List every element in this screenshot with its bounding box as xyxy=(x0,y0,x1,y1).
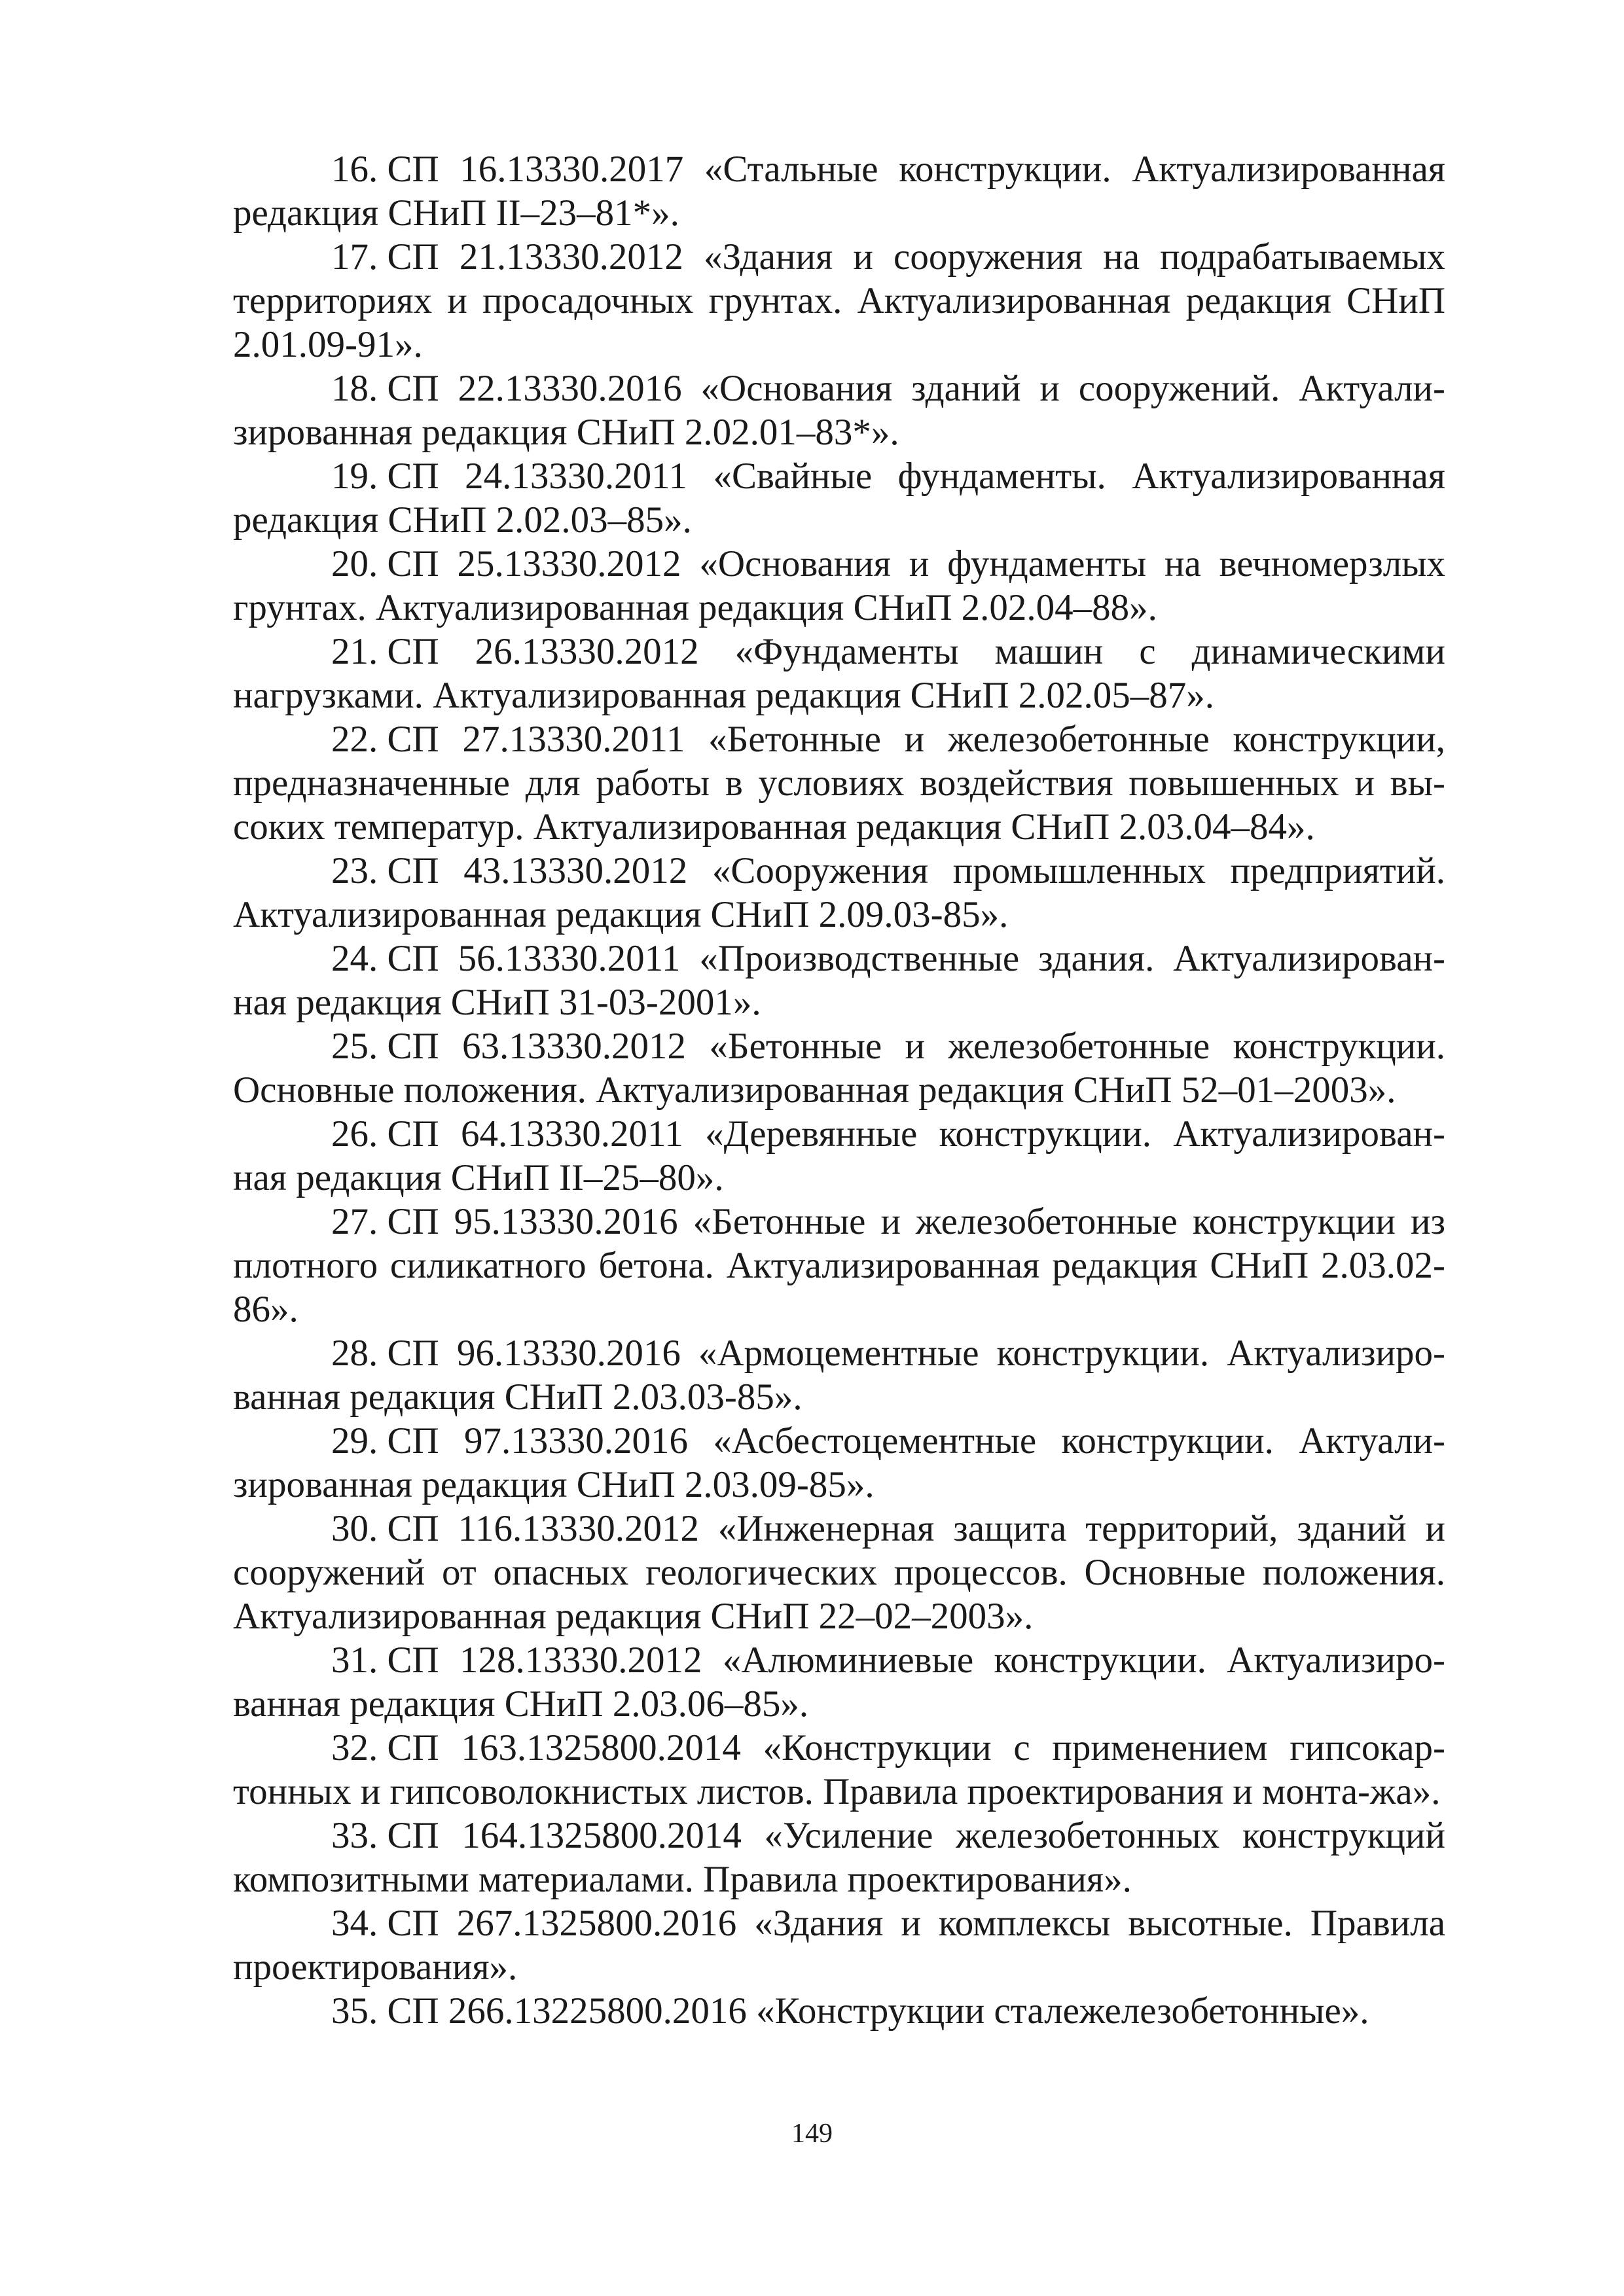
reference-number: 35. xyxy=(331,1990,378,2032)
reference-item xyxy=(233,1989,1445,2033)
reference-text: СП 95.13330.2016 «Бетонные и железобетонные конструкции из плотного силикатного бетона. Актуализированная редакция СНиП 2.03.02-86». xyxy=(233,1201,1445,1330)
reference-text: СП 63.13330.2012 «Бетонные и железобетонные конструкции. Основные положения. Актуализированная редакция СНиП 52–01–2003». xyxy=(233,1026,1445,1111)
reference-number: 32. xyxy=(331,1727,378,1768)
reference-text: СП 56.13330.2011 «Производственные здания. Актуализирован-ная редакция СНиП 31-03-2001». xyxy=(233,938,1445,1023)
reference-number: 28. xyxy=(331,1333,378,1374)
reference-item xyxy=(233,717,1445,849)
reference-item xyxy=(233,1419,1445,1507)
reference-item xyxy=(233,454,1445,542)
reference-text: СП 164.1325800.2014 «Усиление железобетонных конструкций композитными материалами. Правила проектирования». xyxy=(233,1815,1445,1900)
reference-text: СП 163.1325800.2014 «Конструкции с применением гипсокар-тонных и гипсоволокнистых листов. Правила проектирования и монта-жа». xyxy=(233,1727,1445,1812)
reference-text: СП 266.13225800.2016 «Конструкции сталежелезобетонные». xyxy=(387,1990,1369,2032)
page-number: 149 xyxy=(791,2119,833,2149)
reference-number: 18. xyxy=(331,368,378,409)
reference-item xyxy=(233,1726,1445,1814)
reference-number: 27. xyxy=(331,1201,378,1242)
reference-number: 30. xyxy=(331,1508,378,1549)
reference-item xyxy=(233,235,1445,367)
reference-number: 29. xyxy=(331,1420,378,1462)
reference-text: СП 128.13330.2012 «Алюминиевые конструкции. Актуализиро-ванная редакция СНиП 2.03.06–85». xyxy=(233,1640,1445,1725)
reference-item xyxy=(233,147,1445,235)
reference-number: 25. xyxy=(331,1026,378,1067)
reference-text: СП 97.13330.2016 «Асбестоцементные конструкции. Актуали-зированная редакция СНиП 2.03.09-85». xyxy=(233,1420,1445,1505)
reference-number: 21. xyxy=(331,631,378,672)
reference-number: 20. xyxy=(331,543,378,584)
reference-item xyxy=(233,1200,1445,1331)
reference-number: 33. xyxy=(331,1815,378,1856)
reference-item xyxy=(233,1638,1445,1726)
reference-number: 19. xyxy=(331,456,378,497)
reference-text: СП 24.13330.2011 «Свайные фундаменты. Актуализированная редакция СНиП 2.02.03–85». xyxy=(233,456,1445,541)
reference-text: СП 26.13330.2012 «Фундаменты машин с динамическими нагрузками. Актуализированная редакция СНиП 2.02.05–87». xyxy=(233,631,1445,716)
reference-text: СП 116.13330.2012 «Инженерная защита территорий, зданий и сооружений от опасных геологических процессов. Основные положения. Актуализированная редакция СНиП 22–02–2003». xyxy=(233,1508,1445,1637)
reference-number: 16. xyxy=(331,149,378,190)
reference-item xyxy=(233,367,1445,454)
reference-number: 26. xyxy=(331,1113,378,1155)
reference-number: 17. xyxy=(331,236,378,278)
reference-text: СП 64.13330.2011 «Деревянные конструкции. Актуализирован-ная редакция СНиП II–25–80». xyxy=(233,1113,1445,1198)
reference-text: СП 96.13330.2016 «Армоцементные конструкции. Актуализиро-ванная редакция СНиП 2.03.03-85». xyxy=(233,1333,1445,1418)
reference-text: СП 43.13330.2012 «Сооружения промышленных предприятий. Актуализированная редакция СНиП 2.09.03-85». xyxy=(233,850,1445,935)
reference-text: СП 16.13330.2017 «Стальные конструкции. Актуализированная редакция СНиП II–23–81*». xyxy=(233,149,1445,234)
reference-item xyxy=(233,1024,1445,1112)
reference-list xyxy=(233,147,1445,2033)
reference-item xyxy=(233,630,1445,717)
reference-number: 22. xyxy=(331,719,378,760)
reference-item xyxy=(233,1814,1445,1901)
reference-item xyxy=(233,937,1445,1024)
reference-text: СП 22.13330.2016 «Основания зданий и сооружений. Актуали-зированная редакция СНиП 2.02.01–83*». xyxy=(233,368,1445,453)
reference-text: СП 21.13330.2012 «Здания и сооружения на подрабатываемых территориях и просадочных грунтах. Актуализированная редакция СНиП 2.01.09-91». xyxy=(233,236,1445,365)
reference-number: 31. xyxy=(331,1640,378,1681)
reference-item xyxy=(233,1112,1445,1200)
reference-text: СП 267.1325800.2016 «Здания и комплексы высотные. Правила проектирования». xyxy=(233,1903,1445,1988)
reference-text: СП 27.13330.2011 «Бетонные и железобетонные конструкции, предназначенные для работы в условиях воздействия повышенных и вы-соких температур. Актуализированная редакция СНиП 2.03.04–84». xyxy=(233,719,1445,848)
reference-item xyxy=(233,1331,1445,1419)
reference-number: 24. xyxy=(331,938,378,979)
reference-item xyxy=(233,542,1445,630)
reference-number: 34. xyxy=(331,1903,378,1944)
reference-item xyxy=(233,849,1445,937)
reference-item xyxy=(233,1901,1445,1989)
reference-number: 23. xyxy=(331,850,378,891)
reference-item xyxy=(233,1507,1445,1638)
reference-text: СП 25.13330.2012 «Основания и фундаменты на вечномерзлых грунтах. Актуализированная редакция СНиП 2.02.04–88». xyxy=(233,543,1445,628)
